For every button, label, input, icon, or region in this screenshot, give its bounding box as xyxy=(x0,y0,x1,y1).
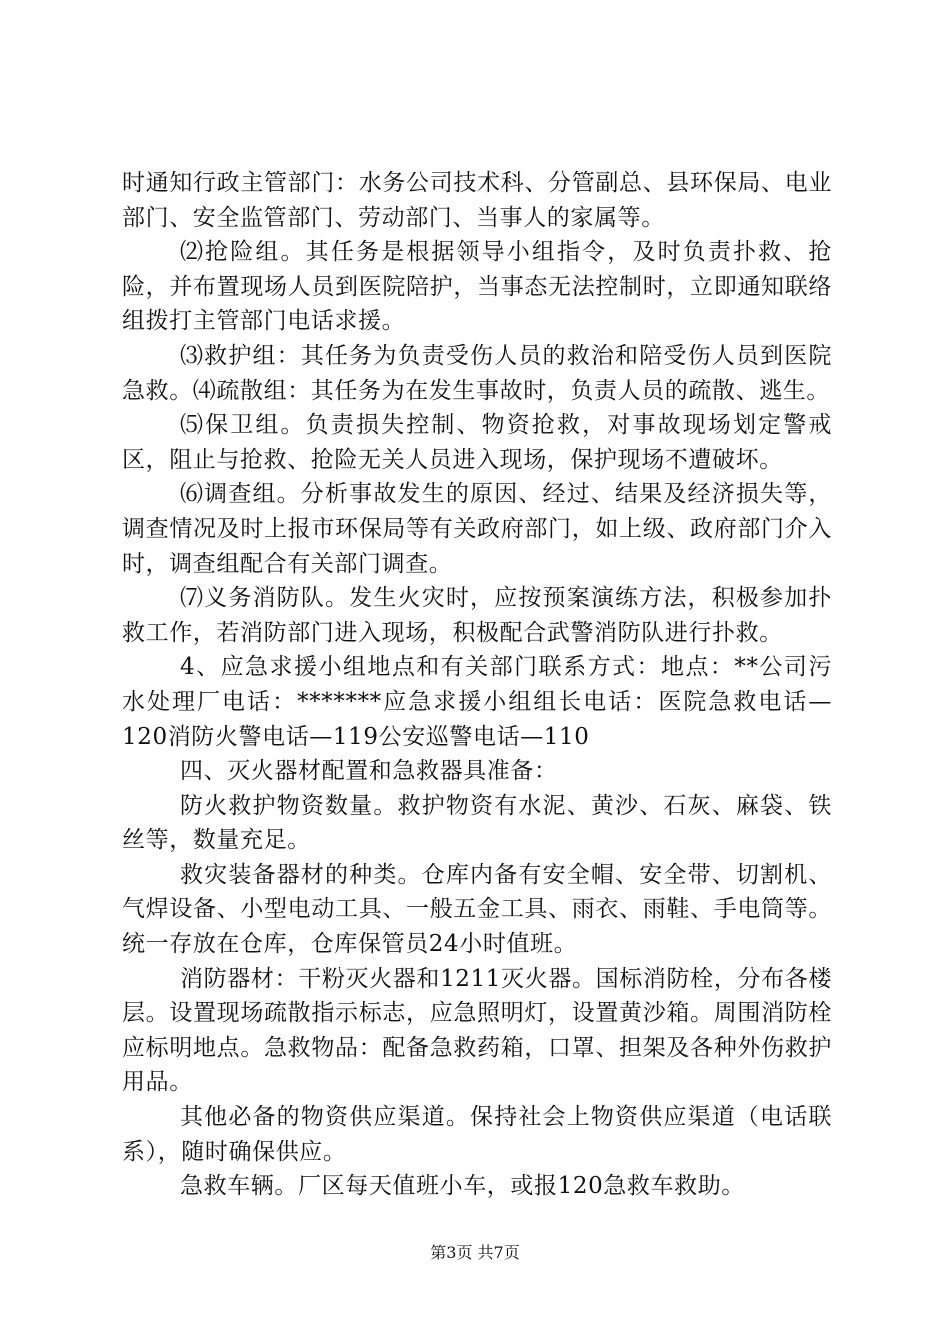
paragraph-fire-equipment: 消防器材：干粉灭火器和1211灭火器。国标消防栓，分布各楼层。设置现场疏散指示标志，应急照明灯，设置黄沙箱。周围消防栓应标明地点。急救物品：配备急救药箱，口罩、担架及各种外伤救护用品。 xyxy=(122,965,832,1096)
paragraph-fire-brigade: ⑺义务消防队。发生火灾时，应按预案演练方法，积极参加扑救工作，若消防部门进入现场，积极配合武警消防队进行扑救。 xyxy=(122,585,832,646)
document-body xyxy=(122,166,832,1204)
paragraph-rescue-group: ⑵抢险组。其任务是根据领导小组指令，及时负责扑救、抢险，并布置现场人员到医院陪护，当事态无法控制时，立即通知联络组拨打主管部门电话求援。 xyxy=(122,239,832,335)
paragraph-notify-departments: 时通知行政主管部门：水务公司技术科、分管副总、县环保局、电业部门、安全监管部门、劳动部门、当事人的家属等。 xyxy=(122,170,832,231)
paragraph-equipment-types: 救灾装备器材的种类。仓库内备有安全帽、安全带、切割机、气焊设备、小型电动工具、一般五金工具、雨衣、雨鞋、手电筒等。统一存放在仓库，仓库保管员24小时值班。 xyxy=(122,861,832,958)
paragraph-investigation-group: ⑹调查组。分析事故发生的原因、经过、结果及经济损失等，调查情况及时上报市环保局等有关政府部门，如上级、政府部门介入时，调查组配合有关部门调查。 xyxy=(122,481,832,577)
paragraph-contact-info: 4、应急求援小组地点和有关部门联系方式：地点：**公司污水处理厂电话：*******应急求援小组组长电话：医院急救电话—120消防火警电话—119公安巡警电话—110 xyxy=(122,654,832,750)
paragraph-supply-channels: 其他必备的物资供应渠道。保持社会上物资供应渠道（电话联系），随时确保供应。 xyxy=(122,1104,832,1165)
page-number-footer: 第3页 共7页 xyxy=(430,1243,520,1262)
section-heading-equipment: 四、灭火器材配置和急救器具准备： xyxy=(180,758,558,785)
paragraph-supplies: 防火救护物资数量。救护物资有水泥、黄沙、石灰、麻袋、铁丝等，数量充足。 xyxy=(122,792,832,854)
paragraph-security-group: ⑸保卫组。负责损失控制、物资抢救，对事故现场划定警戒区，阻止与抢救、抢险无关人员进入现场，保护现场不遭破坏。 xyxy=(122,412,832,473)
paragraph-ambulance: 急救车辆。厂区每天值班小车，或报120急救车救助。 xyxy=(180,1173,745,1200)
paragraph-medical-evacuation-group: ⑶救护组：其任务为负责受伤人员的救治和陪受伤人员到医院急救。⑷疏散组：其任务为在发生事故时，负责人员的疏散、逃生。 xyxy=(122,342,832,404)
